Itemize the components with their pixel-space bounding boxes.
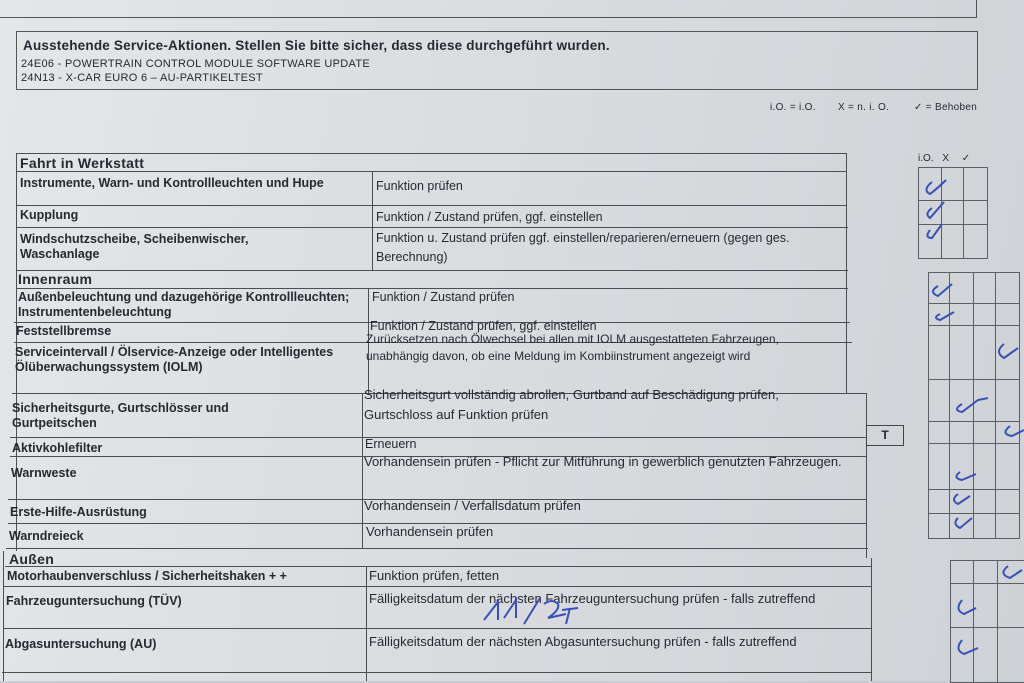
section-innenraum: Innenraum — [18, 271, 93, 287]
row-action: Funktion prüfen — [376, 179, 463, 193]
legend-io: i.O. = i.O. — [770, 102, 816, 113]
row-action: Sicherheitsgurt vollständig abrollen, Gurtband auf Beschädigung prüfen, Gurtschloss auf Funktion prüfen — [364, 387, 779, 422]
row-action: Vorhandensein prüfen - Pflicht zur Mitführung in gewerblich genutzten Fahrzeugen. — [364, 454, 842, 469]
row-action: Funktion u. Zustand prüfen ggf. einstellen/reparieren/erneuern (gegen ges. Berechnung) — [376, 231, 790, 264]
row-action: Funktion prüfen, fetten — [369, 568, 500, 583]
checkmark-icon — [918, 168, 1024, 681]
column-io: i.O. — [918, 153, 934, 164]
notice-title: Ausstehende Service-Aktionen. Stellen Sie bitte sicher, dass diese durchgeführt wurden. — [23, 38, 610, 53]
row-action: Vorhandensein / Verfallsdatum prüfen — [364, 498, 581, 513]
row-item: Fahrzeuguntersuchung (TÜV) — [6, 594, 182, 608]
row-item: Abgasuntersuchung (AU) — [5, 637, 157, 651]
flag-t-box: T — [866, 425, 904, 446]
row-action: Fälligkeitsdatum der nächsten Fahrzeuguntersuchung prüfen - falls zutreffend — [369, 591, 816, 606]
row-action: Zurücksetzen nach Ölwechsel bei allen mit IOLM ausgestatteten Fahrzeugen, unabhängig davon, ob eine Meldung im Kombiinstrument angezeigt wird — [366, 332, 779, 363]
section-aussen: Außen — [9, 551, 55, 567]
row-item: Feststellbremse — [16, 324, 112, 338]
row-action: Vorhandensein prüfen — [366, 524, 494, 539]
row-item: Serviceintervall / Ölservice-Anzeige oder Intelligentes Ölüberwachungssystem (IOLM) — [15, 345, 334, 374]
row-item: Warnweste — [11, 466, 77, 480]
row-item: Instrumente, Warn- und Kontrollleuchten und Hupe — [20, 176, 324, 190]
legend-check: ✓ = Behoben — [914, 102, 978, 113]
row-action: Funktion / Zustand prüfen, ggf. einstellen — [376, 210, 603, 224]
section-fahrt-in-werkstatt: Fahrt in Werkstatt — [20, 155, 145, 171]
notice-item: 24N13 - X-CAR EURO 6 – AU-PARTIKELTEST — [21, 72, 263, 84]
column-x: X — [942, 153, 950, 164]
row-item: Warndreieck — [9, 529, 84, 543]
check-column-header — [918, 153, 970, 164]
column-check: ✓ — [961, 153, 971, 164]
row-action: Funktion / Zustand prüfen, ggf. einstellen — [370, 319, 597, 333]
row-item: Aktivkohlefilter — [12, 441, 103, 455]
row-item: Erste-Hilfe-Ausrüstung — [10, 505, 147, 519]
row-action: Fälligkeitsdatum der nächsten Abgasuntersuchung prüfen - falls zutreffend — [369, 634, 797, 649]
legend-x: X = n. i. O. — [838, 102, 890, 113]
row-action: Funktion / Zustand prüfen — [372, 290, 515, 304]
notice-item: 24E06 - POWERTRAIN CONTROL MODULE SOFTWARE UPDATE — [21, 58, 371, 70]
row-action: Erneuern — [365, 437, 417, 451]
row-item: Kupplung — [20, 208, 79, 222]
handwritten-tuv-date — [478, 594, 588, 628]
row-item: Motorhaubenverschluss / Sicherheitshaken + + — [7, 569, 287, 583]
row-item: Außenbeleuchtung und dazugehörige Kontrollleuchten; Instrumentenbeleuchtung — [18, 290, 350, 319]
row-item: Sicherheitsgurte, Gurtschlösser und Gurtpeitschen — [12, 401, 229, 430]
row-item: Windschutzscheibe, Scheibenwischer, Waschanlage — [20, 232, 249, 261]
